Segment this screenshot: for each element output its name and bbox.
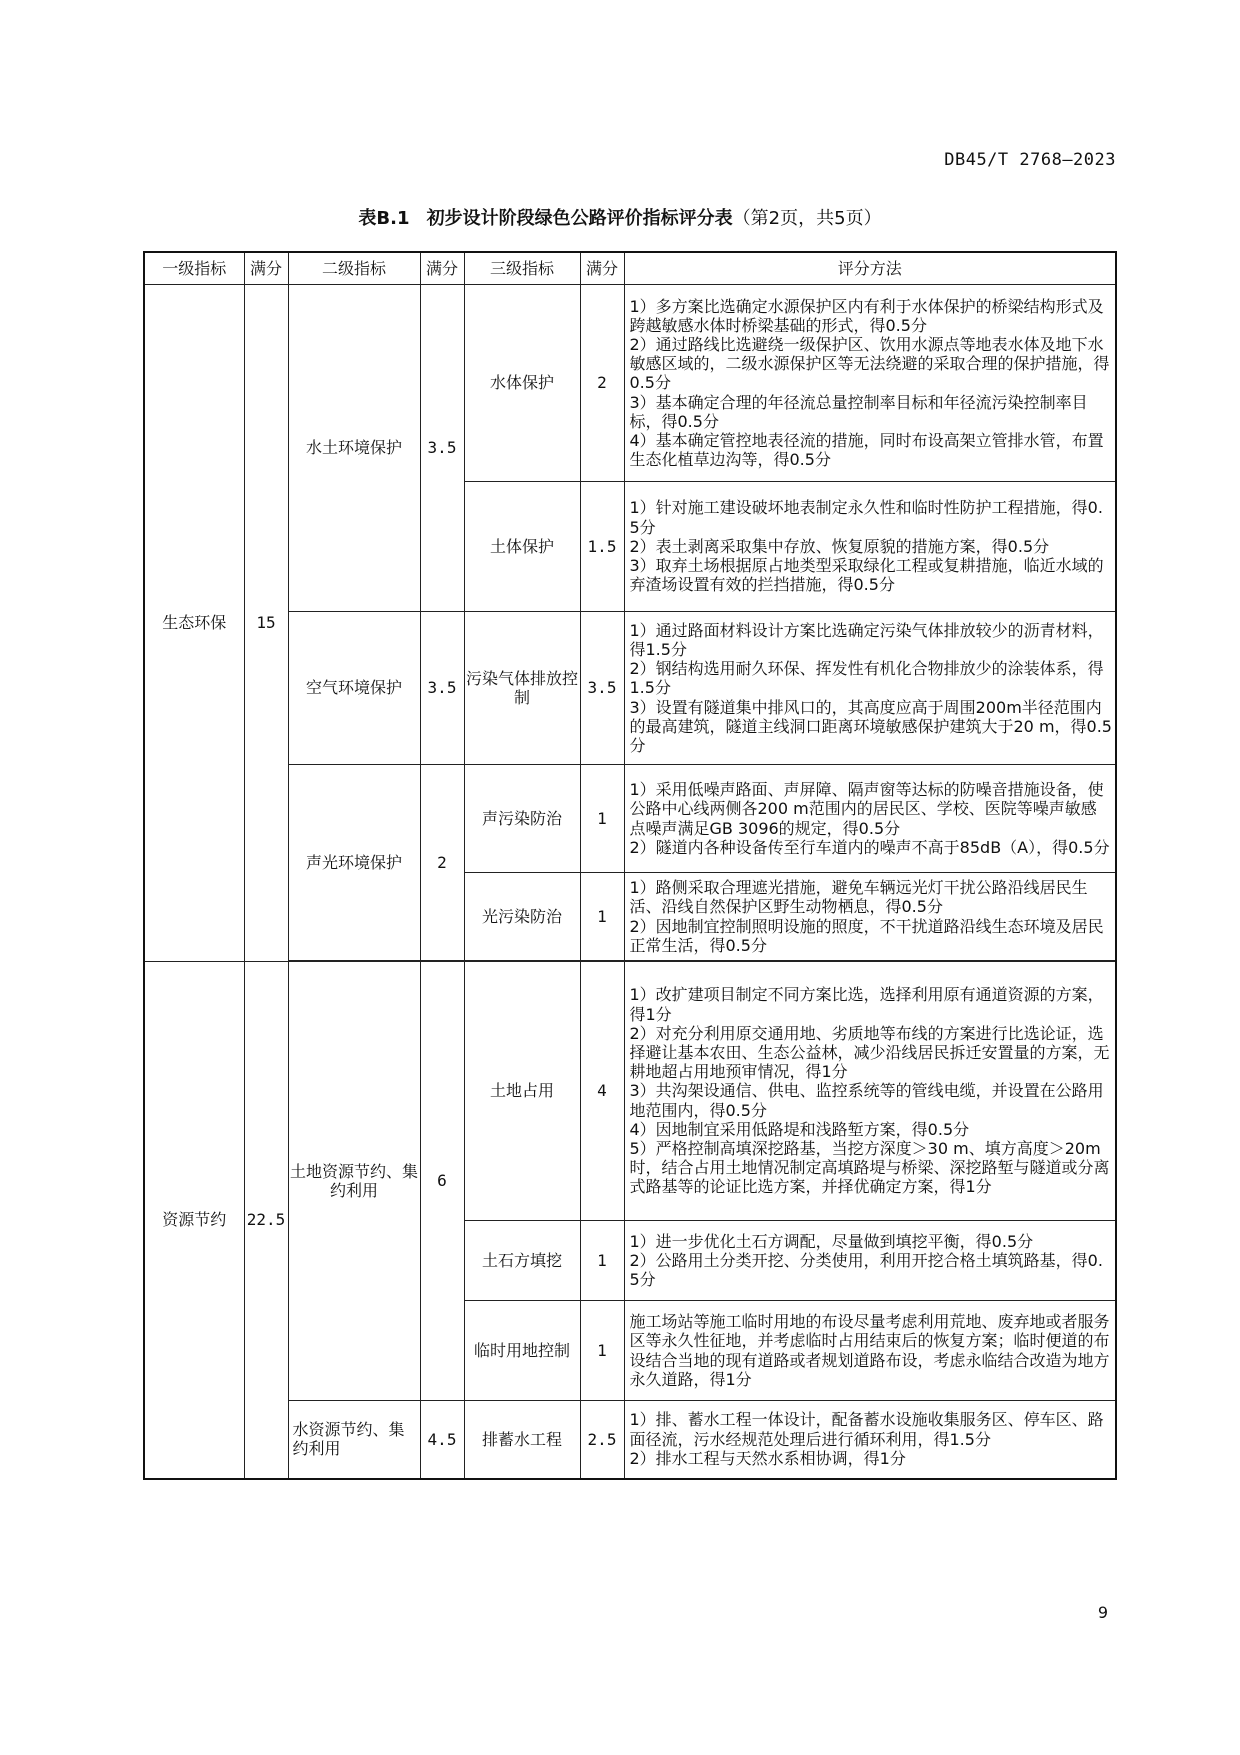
- method-line: 施工场站等施工临时用地的布设尽量考虑利用荒地、废弃地或者服务区等永久性征地，并考虑临时占用结束后的恢复方案；临时便道的布设结合当地的现有道路或者规划道路布设，考虑永临结合改造为地方永久道路，得1分: [629, 1312, 1110, 1389]
- level3-score: 4: [580, 962, 624, 1221]
- level2-name: 声光环境保护: [288, 765, 420, 961]
- method-line: 2）隧道内各种设备传至行车道内的噪声不高于85dB（A），得0.5分: [629, 837, 1110, 857]
- level3-score: 1.5: [580, 482, 624, 612]
- method-cell: [624, 962, 1116, 1221]
- method-cell: [624, 1401, 1116, 1479]
- method-line: 2）因地制宜控制照明设施的照度，不干扰道路沿线生态环境及居民正常生活，得0.5分: [629, 916, 1104, 955]
- table-row: [144, 1401, 1116, 1479]
- method-cell: [624, 612, 1116, 765]
- method-line: 5）严格控制高填深挖路基，当挖方深度＞30 m、填方高度＞20m时，结合占用土地情况制定高填路堤与桥梁、深挖路堑与隧道或分离式路基等的论证比选方案，并择优确定方案，得1分: [629, 1139, 1110, 1197]
- method-line: 1）通过路面材料设计方案比选确定污染气体排放较少的沥青材料，得1.5分: [629, 620, 1104, 659]
- col-header-level3: 三级指标: [464, 252, 580, 285]
- level3-name: 声污染防治: [464, 765, 580, 873]
- method-cell: [624, 1301, 1116, 1401]
- level2-score: 2: [420, 765, 464, 961]
- level3-name: 光污染防治: [464, 873, 580, 961]
- table-number: 表B.1: [358, 208, 410, 229]
- col-header-score3: 满分: [580, 252, 624, 285]
- method-cell: [624, 765, 1116, 873]
- method-line: 2）表土剥离采取集中存放、恢复原貌的措施方案，得0.5分: [629, 536, 1050, 556]
- method-line: 1）改扩建项目制定不同方案比选，选择利用原有通道资源的方案，得1分: [629, 985, 1104, 1024]
- method-cell: [624, 873, 1116, 961]
- level1-score: 22.5: [244, 962, 288, 1479]
- method-line: 1）针对施工建设破坏地表制定永久性和临时性防护工程措施，得0.5分: [629, 498, 1103, 537]
- method-line: 1）多方案比选确定水源保护区内有利于水体保护的桥梁结构形式及跨越敏感水体时桥梁基础的形式，得0.5分: [629, 296, 1104, 335]
- method-cell: [624, 482, 1116, 612]
- method-line: 3）设置有隧道集中排风口的，其高度应高于周围200m半径范围内的最高建筑，隧道主线洞口距离环境敏感保护建筑大于20 m，得0.5分: [629, 697, 1112, 755]
- table-row: [144, 285, 1116, 482]
- table-name: 初步设计阶段绿色公路评价指标评分表: [426, 208, 733, 229]
- method-line: 2）排水工程与天然水系相协调，得1分: [629, 1448, 906, 1468]
- level3-name: 土石方填挖: [464, 1221, 580, 1301]
- method-line: 4）因地制宜采用低路堤和浅路堑方案，得0.5分: [629, 1119, 970, 1139]
- level2-score: 4.5: [420, 1401, 464, 1479]
- level3-score: 2.5: [580, 1401, 624, 1479]
- method-line: 4）基本确定管控地表径流的措施，同时布设高架立管排水管，布置生态化植草边沟等，得0.5分: [629, 431, 1104, 470]
- method-line: 1）进一步优化土石方调配，尽量做到填挖平衡，得0.5分: [629, 1231, 1034, 1251]
- table-row: [144, 612, 1116, 765]
- level2-score: 3.5: [420, 285, 464, 612]
- level1-score: 15: [244, 285, 288, 962]
- table-title: [0, 204, 1240, 230]
- level3-score: 2: [580, 285, 624, 482]
- page-number: 9: [1097, 1603, 1108, 1622]
- level3-score: 3.5: [580, 612, 624, 765]
- level3-name: 土体保护: [464, 482, 580, 612]
- level2-name: 水资源节约、集约利用: [288, 1401, 420, 1479]
- level2-score: 3.5: [420, 612, 464, 765]
- level3-name: 排蓄水工程: [464, 1401, 580, 1479]
- method-line: 2）公路用土分类开挖、分类使用，利用开挖合格土填筑路基，得0.5分: [629, 1250, 1103, 1290]
- table-row: [144, 962, 1116, 1221]
- method-line: 2）钢结构选用耐久环保、挥发性有机化合物排放少的涂装体系，得1.5分: [629, 659, 1104, 698]
- evaluation-table: [143, 251, 1117, 1480]
- method-line: 1）采用低噪声路面、声屏障、隔声窗等达标的防噪音措施设备，使公路中心线两侧各200 m范围内的居民区、学校、医院等噪声敏感点噪声满足GB 3096的规定，得0.5分: [629, 780, 1104, 838]
- col-header-method: 评分方法: [624, 252, 1116, 285]
- method-line: 3）基本确定合理的年径流总量控制率目标和年径流污染控制率目标，得0.5分: [629, 392, 1088, 431]
- level1-name: 生态环保: [144, 285, 244, 962]
- method-cell: [624, 1221, 1116, 1301]
- level2-name: 土地资源节约、集约利用: [288, 962, 420, 1401]
- method-cell: [624, 285, 1116, 482]
- table-header-row: [144, 252, 1116, 285]
- level2-name: 空气环境保护: [288, 612, 420, 765]
- method-line: 3）共沟架设通信、供电、监控系统等的管线电缆，并设置在公路用地范围内，得0.5分: [629, 1081, 1104, 1120]
- level1-name: 资源节约: [144, 962, 244, 1479]
- level3-name: 污染气体排放控制: [464, 612, 580, 765]
- col-header-level1: 一级指标: [144, 252, 244, 285]
- col-header-score1: 满分: [244, 252, 288, 285]
- table-page-note: （第2页，共5页）: [732, 208, 882, 229]
- method-line: 2）通过路线比选避绕一级保护区、饮用水源点等地表水体及地下水敏感区域的，二级水源保护区等无法绕避的采取合理的保护措施，得0.5分: [629, 334, 1110, 393]
- standard-code: DB45/T 2768—2023: [944, 150, 1116, 170]
- level2-score: 6: [420, 962, 464, 1401]
- level3-score: 1: [580, 1301, 624, 1401]
- method-line: 1）排、蓄水工程一体设计，配备蓄水设施收集服务区、停车区、路面径流，污水经规范处理后进行循环利用，得1.5分: [629, 1410, 1104, 1449]
- method-line: 3）取弃土场根据原占地类型采取绿化工程或复耕措施，临近水域的弃渣场设置有效的拦挡措施，得0.5分: [629, 556, 1104, 595]
- level3-name: 临时用地控制: [464, 1301, 580, 1401]
- level3-name: 水体保护: [464, 285, 580, 482]
- level2-name: 水土环境保护: [288, 285, 420, 612]
- level3-score: 1: [580, 1221, 624, 1301]
- level3-name: 土地占用: [464, 962, 580, 1221]
- table-row: [144, 765, 1116, 873]
- col-header-level2: 二级指标: [288, 252, 420, 285]
- method-line: 2）对充分利用原交通用地、劣质地等布线的方案进行比选论证，选择避让基本农田、生态公益林，减少沿线居民拆迁安置量的方案，无耕地超占用地预审情况，得1分: [629, 1023, 1110, 1082]
- col-header-score2: 满分: [420, 252, 464, 285]
- level3-score: 1: [580, 873, 624, 961]
- method-line: 1）路侧采取合理遮光措施，避免车辆远光灯干扰公路沿线居民生活、沿线自然保护区野生动物栖息，得0.5分: [629, 878, 1088, 917]
- level3-score: 1: [580, 765, 624, 873]
